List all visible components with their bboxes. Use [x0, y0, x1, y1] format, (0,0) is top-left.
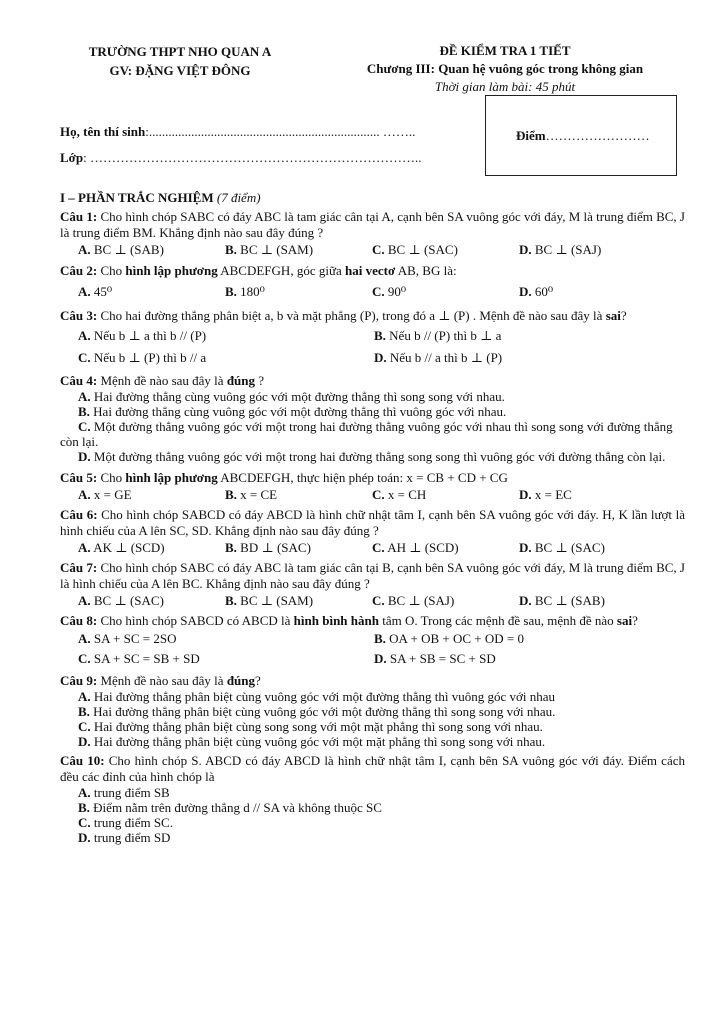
- question-8: Câu 8: Cho hình chóp SABCD có ABCD là hình bình hành tâm O. Trong các mệnh đề sau, mệnh đề nào sai?: [60, 613, 638, 628]
- question-3: Câu 3: Cho hai đường thẳng phân biệt a, b và mặt phẳng (P), trong đó a ⊥ (P) . Mệnh đề nào sau đây là sai?: [60, 308, 627, 323]
- chapter-title: Chương III: Quan hệ vuông góc trong không gian: [366, 61, 644, 76]
- option-c: C. BC ⊥ (SAJ): [372, 593, 455, 608]
- question-7-options: [60, 592, 685, 609]
- section-points: (7 điểm): [216, 190, 261, 205]
- student-name-dots: :....................................................................... ……..: [145, 124, 416, 139]
- option-b: B. BC ⊥ (SAM): [225, 593, 314, 608]
- option-d: D. Hai đường thẳng phân biệt cùng vuông góc với một mặt phẳng thì song song với nhau.: [78, 734, 546, 749]
- option-d: D. trung điểm SD: [78, 830, 171, 845]
- question-8-options-row1: [60, 629, 685, 649]
- option-d: D. Nếu b // a thì b ⊥ (P): [374, 350, 503, 365]
- option-c: C. AH ⊥ (SCD): [372, 540, 459, 555]
- student-name-line: [60, 124, 415, 140]
- question-5: Câu 5: Cho hình lập phương ABCDEFGH, thực hiện phép toán: x = CB + CD + CG: [60, 470, 508, 485]
- teacher-name: GV: ĐẶNG VIỆT ĐÔNG: [109, 63, 251, 78]
- option-b: B. BD ⊥ (SAC): [225, 540, 311, 555]
- exam-duration: Thời gian làm bài: 45 phút: [434, 79, 576, 94]
- exam-title: ĐỀ KIỂM TRA 1 TIẾT: [439, 43, 571, 58]
- header-left: [40, 42, 320, 80]
- question-1: Câu 1: Cho hình chóp SABC có đáy ABC là tam giác cân tại A, cạnh bên SA vuông góc với đáy, M là trung điểm BC, J là trung điểm BM. Khẳng định nào sau đây đúng ?: [60, 209, 685, 240]
- option-a: A. 45⁰: [78, 284, 113, 299]
- question-4: Câu 4: Mệnh đề nào sau đây là đúng ?: [60, 373, 265, 388]
- option-c: C. BC ⊥ (SAC): [372, 242, 458, 257]
- question-3-options-row2: [60, 347, 685, 369]
- option-a: A. AK ⊥ (SCD): [78, 540, 165, 555]
- score-box: [485, 95, 677, 176]
- question-2-options: [60, 283, 685, 300]
- option-d: D. 60⁰: [519, 284, 554, 299]
- question-2: Câu 2: Cho hình lập phương ABCDEFGH, góc giữa hai vectơ AB, BG là:: [60, 263, 457, 278]
- option-c: C. x = CH: [372, 487, 427, 502]
- option-a: A. Hai đường thẳng phân biệt cùng vuông góc với một đường thẳng thì vuông góc với nhau: [78, 689, 556, 704]
- option-c: C. Hai đường thẳng phân biệt cùng song song với một mặt phẳng thì song song với nhau.: [78, 719, 543, 734]
- option-c: C. 90⁰: [372, 284, 407, 299]
- option-d: D. SA + SB = SC + SD: [374, 651, 496, 666]
- student-class-dots: : …………………………………………………………………..: [83, 150, 422, 165]
- question-6: Câu 6: Cho hình chóp SABCD có đáy ABCD là hình chữ nhật tâm I, cạnh bên SA vuông góc với đáy. H, K lần lượt là hình chiếu của A lên SC, SD. Khẳng định nào sau đây đúng ?: [60, 507, 686, 538]
- option-d: D. BC ⊥ (SAC): [519, 540, 605, 555]
- score-label: Điểm……………………: [516, 128, 650, 143]
- option-b: B. Hai đường thẳng cùng vuông góc với một đường thẳng thì vuông góc với nhau.: [78, 404, 507, 419]
- exam-content: [60, 189, 685, 845]
- option-b: B. Hai đường thẳng phân biệt cùng vuông góc với một đường thẳng thì song song với nhau.: [78, 704, 556, 719]
- option-b: B. x = CE: [225, 487, 278, 502]
- option-a: A. x = GE: [78, 487, 132, 502]
- option-b: B. Điểm nằm trên đường thẳng d // SA và không thuộc SC: [78, 800, 382, 815]
- question-1-options: [60, 241, 685, 258]
- question-8-options-row2: [60, 649, 685, 669]
- question-3-options-row1: [60, 325, 685, 347]
- option-a: A. trung điểm SB: [78, 785, 170, 800]
- question-7: Câu 7: Cho hình chóp SABC có đáy ABC là tam giác cân tại B, cạnh bên SA vuông góc với đáy, M là trung điểm BC, J là hình chiếu của A lên BC. Khẳng định nào sau đây đúng ?: [60, 560, 685, 591]
- student-class-line: [60, 150, 421, 166]
- question-5-options: [60, 486, 685, 503]
- option-a: A. BC ⊥ (SAB): [78, 242, 164, 257]
- option-d: D. x = EC: [519, 487, 572, 502]
- option-c: C. Một đường thẳng vuông góc với một trong hai đường thẳng vuông góc với nhau thì song song với đường thẳng còn lại.: [60, 419, 673, 449]
- option-c: C. SA + SC = SB + SD: [78, 651, 200, 666]
- option-c: C. Nếu b ⊥ (P) thì b // a: [78, 350, 207, 365]
- section-title: I – PHẦN TRẮC NGHIỆM (7 điểm): [60, 190, 261, 205]
- student-class-label: Lớp: [60, 150, 84, 165]
- option-d: D. Một đường thẳng vuông góc với một trong hai đường thẳng song song thì vuông góc với đường thẳng còn lại.: [78, 449, 666, 464]
- option-a: A. BC ⊥ (SAC): [78, 593, 164, 608]
- option-a: A. Nếu b ⊥ a thì b // (P): [78, 328, 207, 343]
- question-9: Câu 9: Mệnh đề nào sau đây là đúng?: [60, 673, 261, 688]
- option-d: D. BC ⊥ (SAB): [519, 593, 605, 608]
- option-c: C. trung điểm SC.: [78, 815, 173, 830]
- student-name-label: Họ, tên thí sinh: [60, 124, 146, 139]
- school-name: TRƯỜNG THPT NHO QUAN A: [88, 44, 272, 59]
- option-a: A. Hai đường thẳng cùng vuông góc với một đường thẳng thì song song với nhau.: [78, 389, 505, 404]
- option-b: B. Nếu b // (P) thì b ⊥ a: [374, 328, 502, 343]
- option-a: A. SA + SC = 2SO: [78, 631, 177, 646]
- question-10: Câu 10: Cho hình chóp S. ABCD có đáy ABCD là hình chữ nhật tâm I, cạnh bên SA vuông góc với đáy. Điểm cách đều các đỉnh của hình chóp là: [60, 753, 685, 784]
- option-b: B. OA + OB + OC + OD = 0: [374, 631, 524, 646]
- option-d: D. BC ⊥ (SAJ): [519, 242, 602, 257]
- header-right: [320, 42, 690, 96]
- option-b: B. BC ⊥ (SAM): [225, 242, 314, 257]
- question-6-options: [60, 539, 685, 556]
- option-b: B. 180⁰: [225, 284, 265, 299]
